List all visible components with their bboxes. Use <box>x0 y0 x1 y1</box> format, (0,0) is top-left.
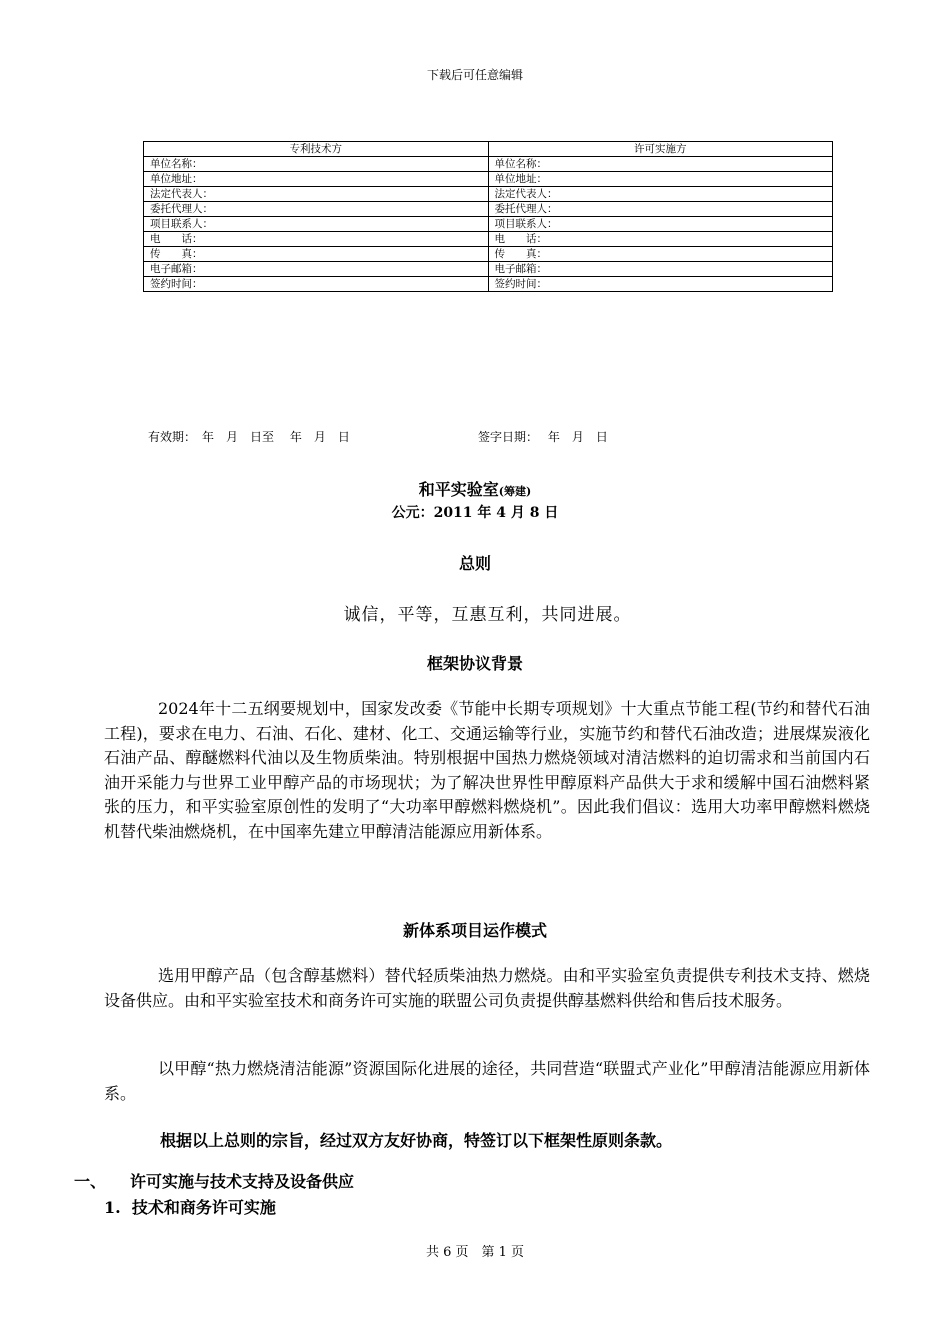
table-cell: 电子邮箱： <box>144 262 489 277</box>
table-row <box>144 187 833 202</box>
table-row <box>144 232 833 247</box>
table-cell: 单位名称： <box>144 157 489 172</box>
signing-date: 签字日期： 年 月 日 <box>478 430 608 444</box>
lab-name-suffix: (筹建) <box>498 485 532 498</box>
table-cell: 传 真： <box>144 247 489 262</box>
table-row <box>144 277 833 292</box>
table-row <box>144 247 833 262</box>
table-cell: 电 话： <box>488 232 833 247</box>
section-number: 一、 <box>74 1172 107 1191</box>
patent-holder-column-header: 专利技术方 <box>144 142 489 157</box>
section-title: 许可实施与技术支持及设备供应 <box>130 1172 355 1191</box>
lab-name <box>0 477 950 500</box>
table-cell: 单位名称： <box>488 157 833 172</box>
table-cell: 签约时间： <box>488 277 833 292</box>
table-cell: 单位地址： <box>488 172 833 187</box>
table-cell: 项目联系人： <box>144 217 489 232</box>
table-cell: 法定代表人： <box>144 187 489 202</box>
background-title: 框架协议背景 <box>426 654 523 673</box>
page-header-note: 下载后可任意编辑 <box>426 68 523 82</box>
table-cell: 委托代理人： <box>144 202 489 217</box>
table-cell: 传 真： <box>488 247 833 262</box>
table-cell: 委托代理人： <box>488 202 833 217</box>
table-row <box>144 217 833 232</box>
table-cell: 电 话： <box>144 232 489 247</box>
table-row <box>144 172 833 187</box>
table-row <box>144 202 833 217</box>
table-cell: 项目联系人： <box>488 217 833 232</box>
section-heading <box>74 1169 354 1192</box>
general-principle: 诚信，平等，互惠互利，共同进展。 <box>343 605 632 625</box>
general-title: 总则 <box>458 554 491 573</box>
lab-name-text: 和平实验室 <box>418 480 499 499</box>
validity-period: 有效期： 年 月 日至 年 月 日 <box>148 430 350 444</box>
table-header-row <box>144 142 833 157</box>
table-row <box>144 157 833 172</box>
licensee-column-header: 许可实施方 <box>488 142 833 157</box>
mode-paragraph-1: 选用甲醇产品（包含醇基燃料）替代轻质柴油热力燃烧。由和平实验室负责提供专利技术支持、燃烧设备供应。由和平实验室技术和商务许可实施的联盟公司负责提供醇基燃料供给和售后技术服务。 <box>104 966 870 1010</box>
parties-table <box>143 141 833 292</box>
page-footer: 共 6 页 第 1 页 <box>425 1245 525 1260</box>
agreement-date: 公元：2011 年 4 月 8 日 <box>391 505 559 521</box>
background-paragraph: 2024年十二五纲要规划中，国家发改委《节能中长期专项规划》十大重点节能工程(节约和替代石油工程)，要求在电力、石油、石化、建材、化工、交通运输等行业，实施节约和替代石油改造；进展煤炭液化石油产品、醇醚燃料代油以及生物质柴油。特别根据中国热力燃烧领域对清洁燃料的迫切需求和当前国内石油开采能力与世界工业甲醇产品的市场现状；为了解决世界性甲醇原料产品供大于求和缓解中国石油燃料紧张的压力，和平实验室原创性的发明了“大功率甲醇燃料燃烧机”。因此我们倡议：选用大功率甲醇燃料燃烧机替代柴油燃烧机，在中国率先建立甲醇清洁能源应用新体系。 <box>104 699 870 841</box>
table-cell: 签约时间： <box>144 277 489 292</box>
table-row <box>144 262 833 277</box>
subsection-heading: 1. 技术和商务许可实施 <box>104 1198 276 1217</box>
table-cell: 单位地址： <box>144 172 489 187</box>
mode-paragraph-2: 以甲醇“热力燃烧清洁能源”资源国际化进展的途径，共同营造“联盟式产业化”甲醇清洁能源应用新体系。 <box>104 1059 870 1103</box>
mode-title: 新体系项目运作模式 <box>402 921 547 940</box>
table-cell: 电子邮箱： <box>488 262 833 277</box>
table-cell: 法定代表人： <box>488 187 833 202</box>
agreement-statement: 根据以上总则的宗旨，经过双方友好协商，特签订以下框架性原则条款。 <box>160 1131 673 1150</box>
